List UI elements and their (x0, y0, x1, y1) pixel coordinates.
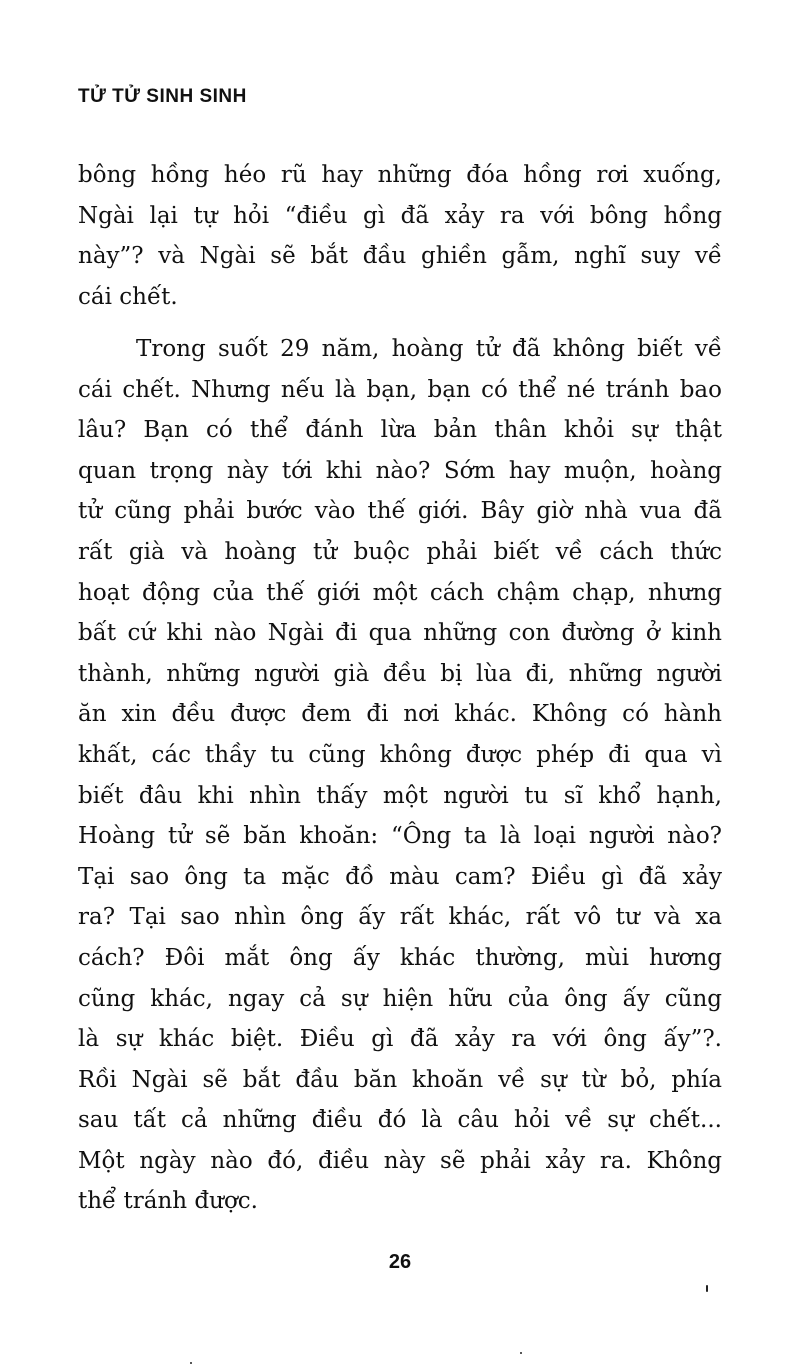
text-line: rất già và hoàng tử buộc phải biết về cách thức (78, 538, 722, 565)
scan-speck (520, 1352, 522, 1354)
text-line: Trong suốt 29 năm, hoàng tử đã không biết về (136, 336, 722, 362)
text-line: sau tất cả những điều đó là câu hỏi về sự chết... (78, 1107, 722, 1134)
text-line: cũng khác, ngay cả sự hiện hữu của ông ấy cũng (78, 985, 722, 1012)
text-line: biết đâu khi nhìn thấy một người tu sĩ khổ hạnh, (78, 782, 722, 809)
text-line: là sự khác biệt. Điều gì đã xảy ra với ông ấy”?. (78, 1026, 722, 1053)
paragraph-1 (78, 155, 722, 317)
text-line: quan trọng này tới khi nào? Sớm hay muộn, hoàng (78, 457, 722, 484)
text-line: cái chết. (78, 283, 178, 310)
text-line: Hoàng tử sẽ băn khoăn: “Ông ta là loại người nào? (78, 823, 722, 850)
text-line: bông hồng héo rũ hay những đóa hồng rơi xuống, (78, 162, 722, 188)
text-line: khất, các thầy tu cũng không được phép đi qua vì (78, 741, 722, 768)
text-line: thành, những người già đều bị lùa đi, những người (78, 660, 722, 687)
text-line: lâu? Bạn có thể đánh lừa bản thân khỏi sự thật (78, 417, 722, 444)
text-line: Tại sao ông ta mặc đồ màu cam? Điều gì đã xảy (78, 863, 722, 890)
page-number: 26 (388, 1251, 412, 1273)
paragraph-2 (78, 329, 722, 1222)
text-line: ăn xin đều được đem đi nơi khác. Không có hành (78, 701, 722, 728)
text-line: tử cũng phải bước vào thế giới. Bây giờ nhà vua đã (78, 498, 722, 525)
text-line: cách? Đôi mắt ông ấy khác thường, mùi hương (78, 944, 722, 971)
text-line: cái chết. Nhưng nếu là bạn, bạn có thể né tránh bao (78, 376, 722, 403)
text-line: hoạt động của thế giới một cách chậm chạp, nhưng (78, 579, 722, 606)
text-line: bất cứ khi nào Ngài đi qua những con đường ở kinh (78, 620, 722, 647)
scan-speck (706, 1285, 708, 1292)
text-line: này”? và Ngài sẽ bắt đầu ghiền gẫm, nghĩ suy về (78, 243, 722, 270)
text-line: Rồi Ngài sẽ bắt đầu băn khoăn về sự từ bỏ, phía (78, 1066, 722, 1093)
scan-speck (190, 1362, 192, 1364)
text-line: ra? Tại sao nhìn ông ấy rất khác, rất vô tư và xa (78, 904, 722, 931)
text-line: Ngài lại tự hỏi “điều gì đã xảy ra với bông hồng (78, 202, 722, 229)
text-line: thể tránh được. (78, 1188, 258, 1215)
running-header: TỬ TỬ SINH SINH (78, 86, 247, 107)
text-line: Một ngày nào đó, điều này sẽ phải xảy ra. Không (78, 1147, 722, 1174)
